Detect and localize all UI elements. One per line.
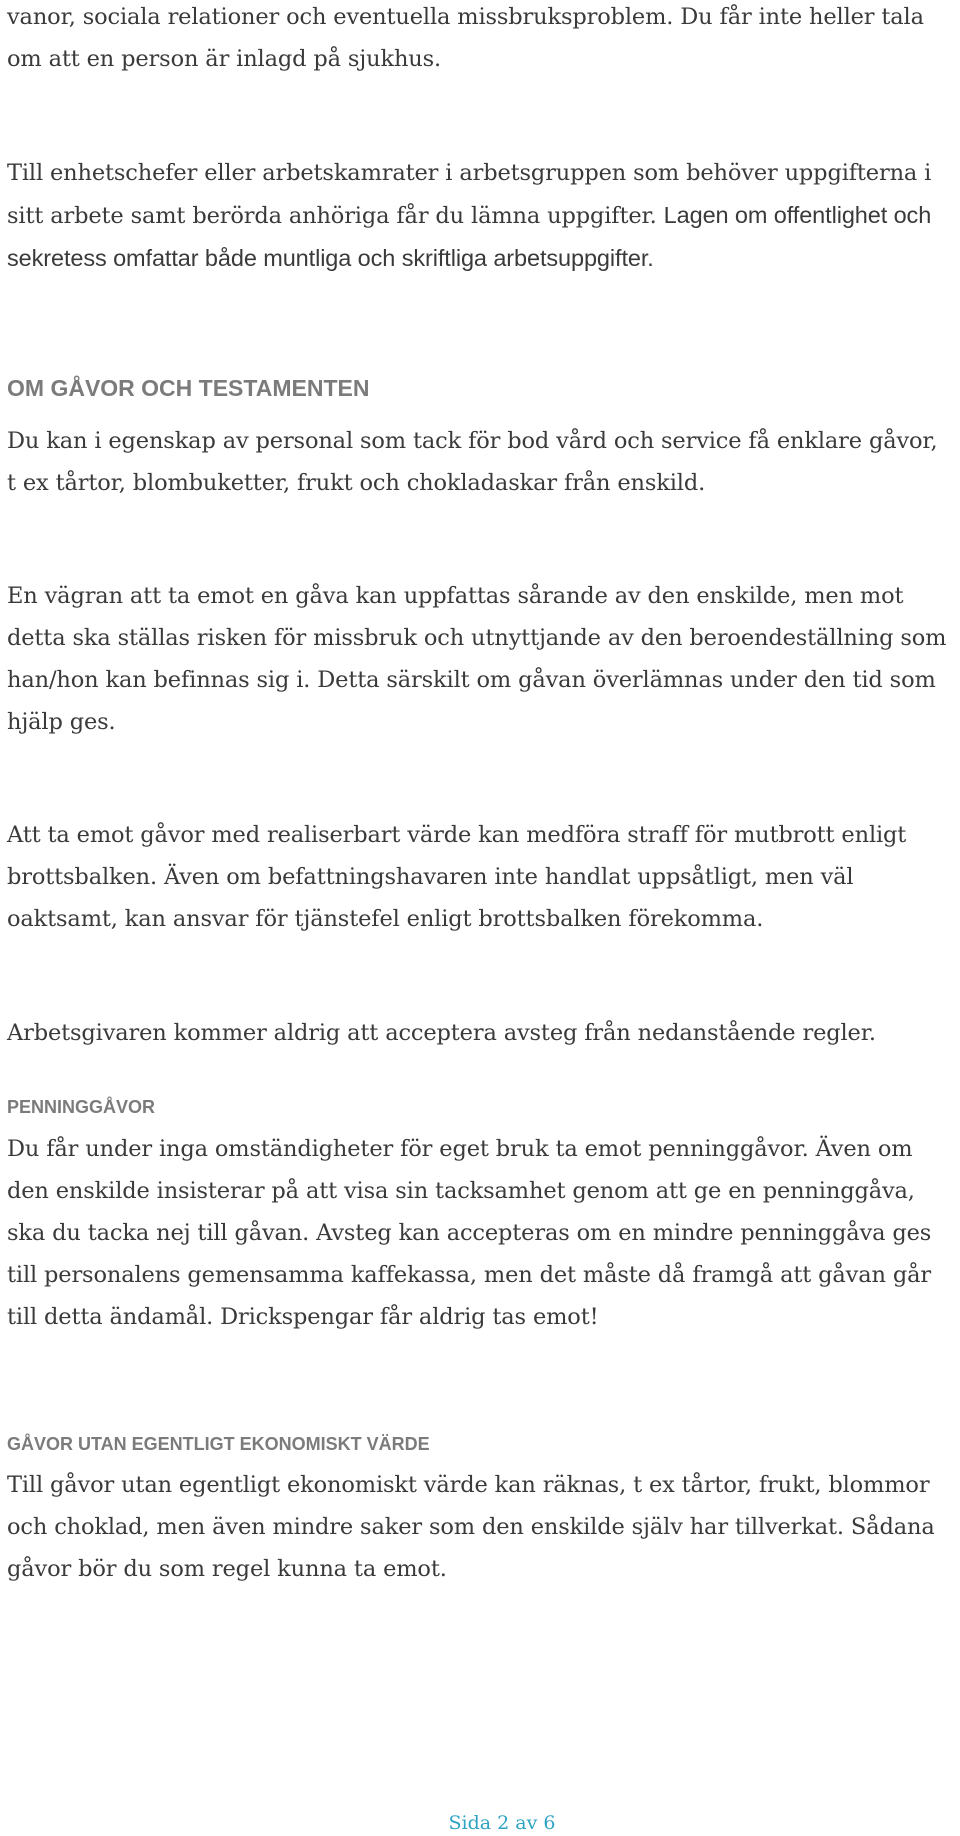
paragraph-gifts-without-value: Till gåvor utan egentligt ekonomiskt värde kan räknas, t ex tårtor, frukt, blommor och choklad, men även mindre saker som den enskilde själv har tillverkat. Sådana gåvor bör du som regel kunna ta emot. xyxy=(7,1472,935,1582)
heading-gifts-without-value: GÅVOR UTAN EGENTLIGT EKONOMISKT VÄRDE xyxy=(7,1434,430,1454)
paragraph-refusal: En vägran att ta emot en gåva kan uppfattas sårande av den enskilde, men mot detta ska ställas risken för missbruk och utnyttjande av den beroendeställning som han/hon kan befinnas sig i. Detta särskilt om gåvan överlämnas under den tid som hjälp ges. xyxy=(7,583,947,735)
paragraph-employer-rules: Arbetsgivaren kommer aldrig att acceptera avsteg från nedanstående regler. xyxy=(7,1020,876,1046)
heading-gifts-and-wills: OM GÅVOR OCH TESTAMENTEN xyxy=(7,375,370,401)
paragraph-disclosure xyxy=(7,152,947,280)
paragraph-law-text: Lagen om offentlighet och sekretess omfattar både muntliga och skriftliga arbetsuppgifter. xyxy=(7,202,932,271)
paragraph-money-gifts: Du får under inga omständigheter för eget bruk ta emot penninggåvor. Även om den enskilde insisterar på att visa sin tacksamhet genom att ge en penninggåva, ska du tacka nej till gåvan. Avsteg kan accepteras om en mindre penninggåva ges till personalens gemensamma kaffekassa, men det måste då framgå att gåvan går till detta ändamål. Drickspengar får aldrig tas emot! xyxy=(7,1136,932,1330)
paragraph-confidentiality-end: vanor, sociala relationer och eventuella missbruksproblem. Du får inte heller tala om att en person är inlagd på sjukhus. xyxy=(7,4,924,72)
heading-money-gifts: PENNINGGÅVOR xyxy=(7,1097,156,1117)
paragraph-simple-gifts: Du kan i egenskap av personal som tack för bod vård och service få enklare gåvor, t ex tårtor, blombuketter, frukt och chokladaskar från enskild. xyxy=(7,428,938,496)
page-number-text: Sida 2 av 6 xyxy=(448,1812,556,1834)
page-number-footer xyxy=(0,1812,960,1834)
paragraph-disclosure-text: Till enhetschefer eller arbetskamrater i arbetsgruppen som behöver uppgifterna i sitt arbete samt berörda anhöriga får du lämna uppgifter. xyxy=(7,160,932,229)
paragraph-bribery: Att ta emot gåvor med realiserbart värde kan medföra straff för mutbrott enligt brottsbalken. Även om befattningshavaren inte handlat uppsåtligt, men väl oaktsamt, kan ansvar för tjänstefel enligt brottsbalken förekomma. xyxy=(7,822,907,932)
